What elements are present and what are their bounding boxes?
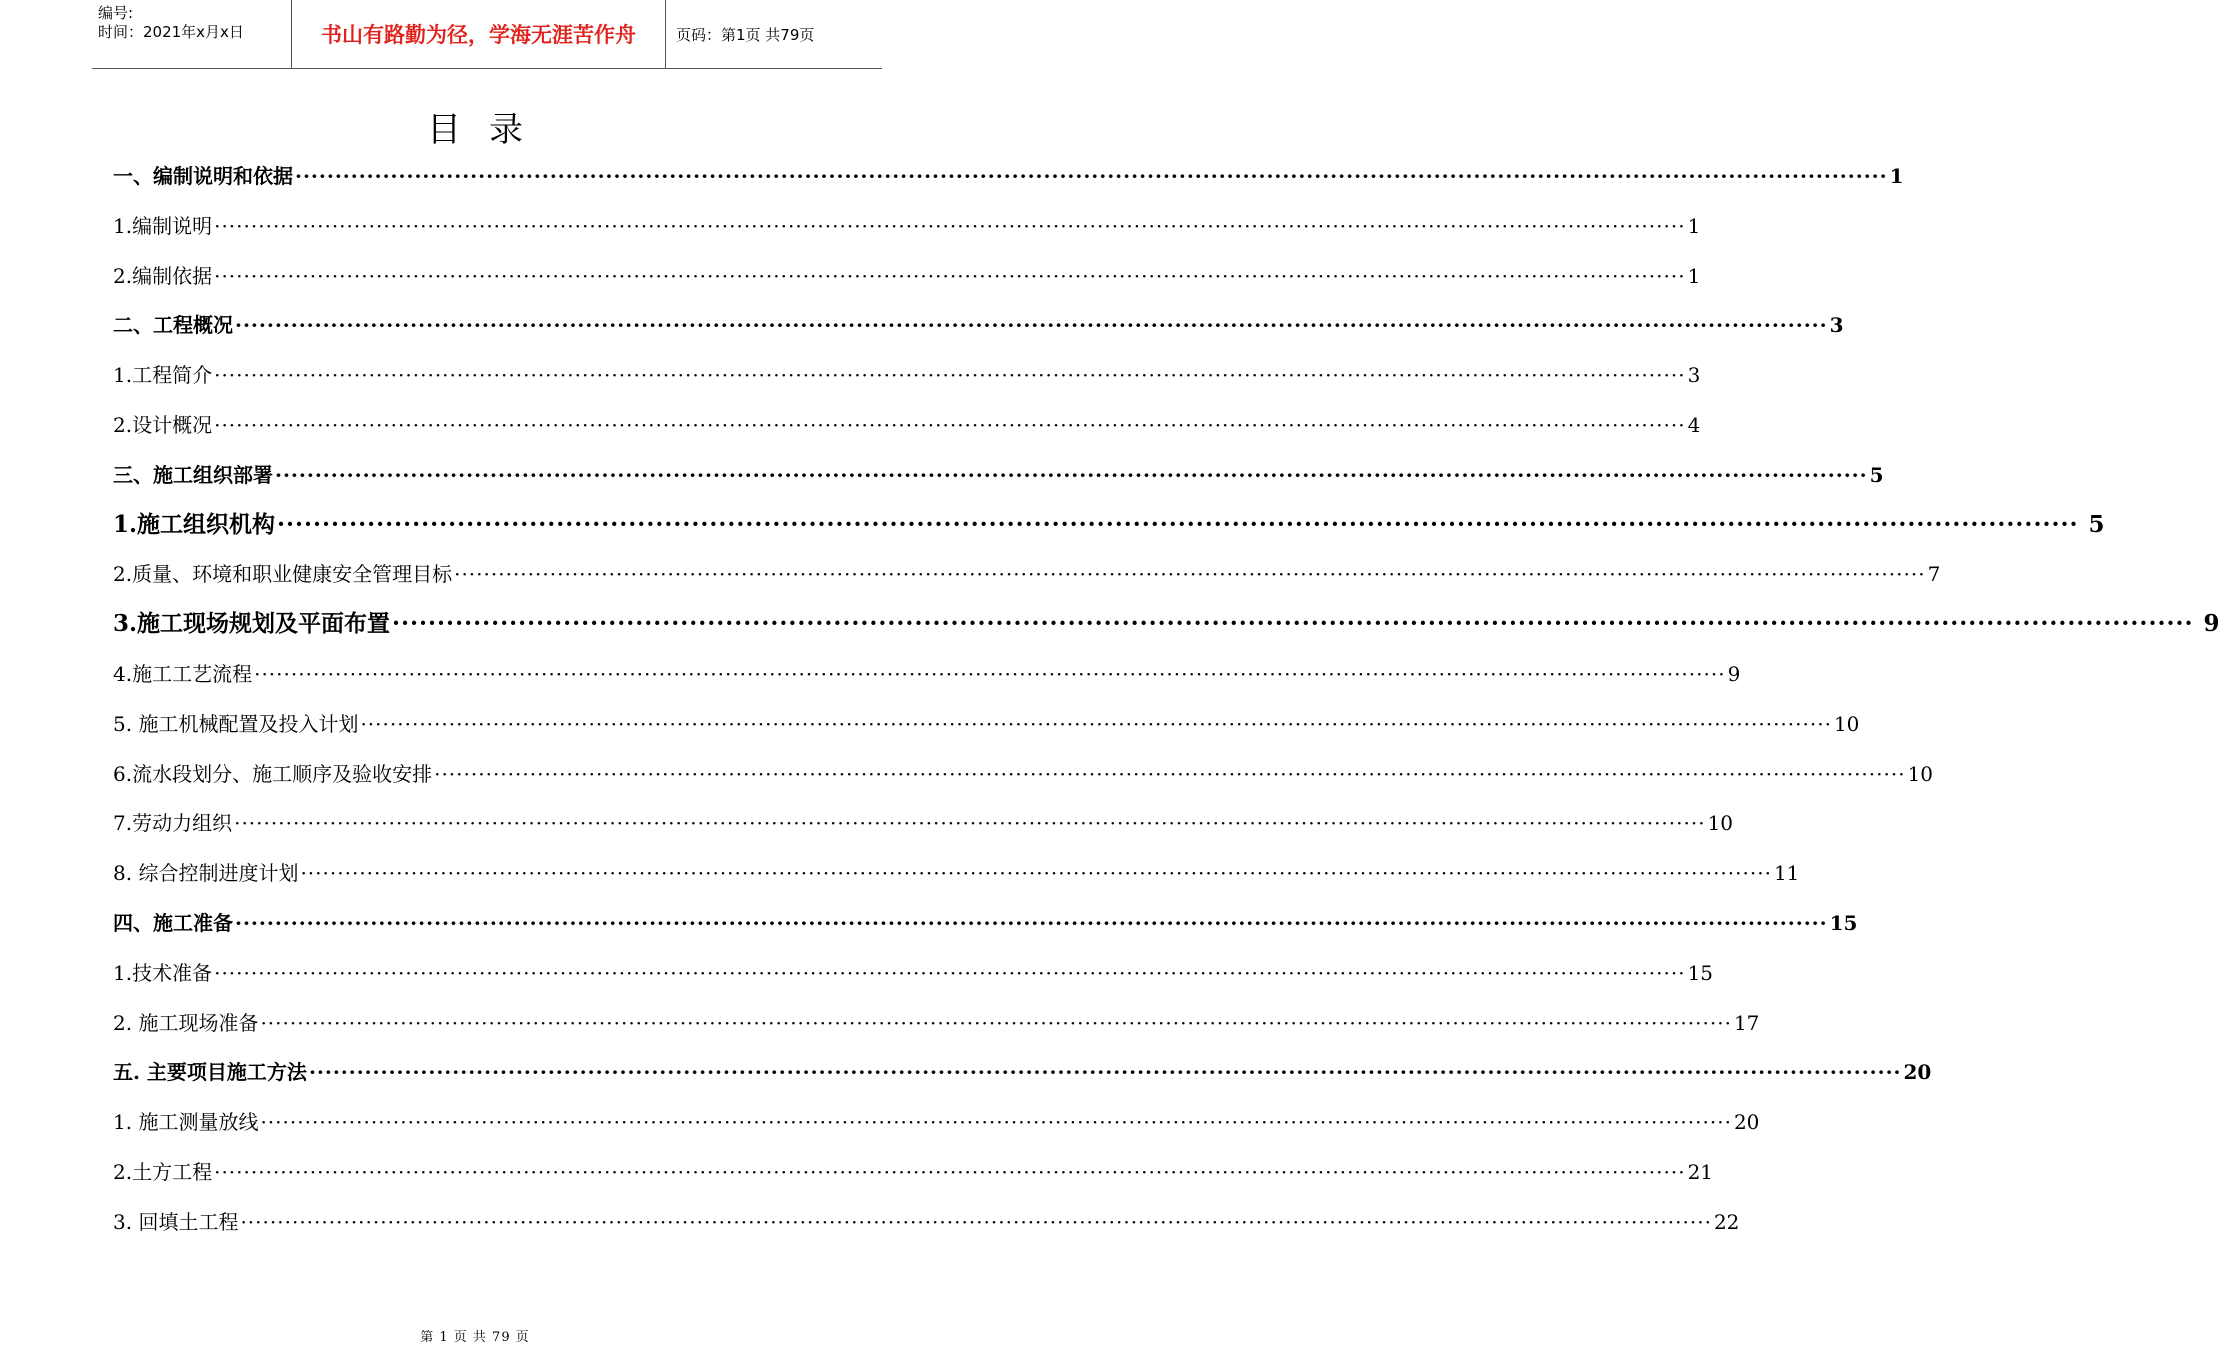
toc-label: 6.流水段划分、施工顺序及验收安排 — [113, 761, 433, 786]
toc-label: 2.设计概况 — [113, 412, 213, 437]
toc-page: 9 — [2203, 610, 2220, 638]
toc-page: 15 — [1687, 960, 1714, 985]
toc-entry[interactable] — [113, 359, 1701, 409]
toc-page: 7 — [1927, 562, 1941, 587]
toc-label: 1.施工组织机构 — [113, 510, 276, 538]
toc-page: 1 — [1687, 263, 1701, 288]
toc-page: 4 — [1687, 412, 1701, 437]
toc-leader: ········································································································································································································ — [277, 510, 2079, 538]
toc-label: 3. 回填土工程 — [113, 1209, 239, 1234]
toc-leader: ········································································································································································································ — [295, 164, 1888, 188]
toc-page: 5 — [1869, 462, 1884, 487]
toc-leader: ········································································································································································································ — [308, 1060, 1902, 1085]
toc-leader: ········································································································································································································ — [235, 910, 1828, 935]
toc-page: 5 — [2088, 510, 2105, 538]
document-time-label: 时间：2021年x月x日 — [98, 23, 244, 41]
toc-page: 15 — [1829, 910, 1858, 935]
toc-leader: ········································································································································································································ — [300, 861, 1772, 886]
document-number-label: 编号: — [98, 4, 134, 22]
page-footer: 第 1 页 共 79 页 — [420, 1330, 530, 1345]
toc-entry[interactable] — [113, 1007, 1760, 1057]
toc-leader: ········································································································································································································ — [454, 562, 1926, 587]
toc-label: 五. 主要项目施工方法 — [113, 1060, 307, 1085]
toc-label: 1.编制说明 — [113, 213, 213, 238]
toc-leader: ········································································································································································································ — [214, 1159, 1686, 1184]
toc-entry[interactable] — [113, 1206, 1740, 1256]
toc-page: 20 — [1733, 1110, 1760, 1135]
toc-entry[interactable] — [113, 708, 1860, 758]
toc-leader: ········································································································································································································ — [254, 661, 1726, 686]
toc-entry[interactable] — [113, 558, 1941, 608]
toc-entry[interactable] — [113, 857, 1800, 907]
toc-leader: ········································································································································································································ — [214, 263, 1686, 288]
toc-label: 5. 施工机械配置及投入计划 — [113, 711, 359, 736]
toc-label: 2. 施工现场准备 — [113, 1010, 259, 1035]
toc-entry[interactable] — [113, 160, 1904, 210]
toc-page: 20 — [1903, 1060, 1932, 1085]
toc-label: 1.工程简介 — [113, 363, 213, 388]
header-page-label: 页码：第1页 共79页 — [676, 25, 815, 44]
toc-page: 11 — [1773, 861, 1800, 886]
toc-entry[interactable] — [113, 907, 1858, 957]
toc-entry[interactable] — [113, 608, 2220, 658]
toc-page: 3 — [1687, 363, 1701, 388]
toc-leader: ········································································································································································································ — [275, 462, 1868, 487]
toc-label: 2.质量、环境和职业健康安全管理目标 — [113, 562, 453, 587]
toc-entry[interactable] — [113, 210, 1701, 260]
toc-label: 8. 综合控制进度计划 — [113, 861, 299, 886]
toc-page: 10 — [1833, 711, 1860, 736]
toc-entry[interactable] — [113, 658, 1741, 708]
toc-leader: ········································································································································································································ — [234, 811, 1706, 836]
toc-page: 10 — [1907, 761, 1934, 786]
toc-entry[interactable] — [113, 309, 1844, 359]
toc-leader: ········································································································································································································ — [260, 1010, 1732, 1035]
toc-leader: ········································································································································································································ — [214, 213, 1686, 238]
toc-entry[interactable] — [113, 1156, 1714, 1206]
toc-label: 2.编制依据 — [113, 263, 213, 288]
toc-entry[interactable] — [113, 957, 1714, 1007]
toc-leader: ········································································································································································································ — [260, 1110, 1732, 1135]
toc-page: 3 — [1829, 313, 1844, 338]
toc-label: 4.施工工艺流程 — [113, 661, 253, 686]
header-motto: 书山有路勤为径，学海无涯苦作舟 — [292, 0, 666, 68]
toc-leader: ········································································································································································································ — [214, 960, 1686, 985]
table-of-contents — [113, 160, 2220, 1256]
toc-entry[interactable] — [113, 459, 1884, 509]
toc-leader: ········································································································································································································ — [240, 1209, 1712, 1234]
toc-label: 2.土方工程 — [113, 1159, 213, 1184]
toc-leader: ········································································································································································································ — [360, 711, 1832, 736]
toc-label: 1.技术准备 — [113, 960, 213, 985]
toc-entry[interactable] — [113, 260, 1701, 310]
toc-entry[interactable] — [113, 409, 1701, 459]
header-left — [92, 0, 292, 68]
toc-page: 22 — [1713, 1209, 1740, 1234]
toc-label: 3.施工现场规划及平面布置 — [113, 610, 391, 638]
toc-leader: ········································································································································································································ — [214, 363, 1686, 388]
toc-label: 二、工程概况 — [113, 313, 233, 338]
toc-page: 1 — [1889, 164, 1904, 188]
page-title: 目录 — [427, 110, 551, 150]
toc-label: 四、施工准备 — [113, 910, 233, 935]
toc-leader: ········································································································································································································ — [392, 610, 2194, 638]
toc-label: 一、编制说明和依据 — [113, 164, 293, 188]
toc-label: 7.劳动力组织 — [113, 811, 233, 836]
toc-leader: ········································································································································································································ — [235, 313, 1828, 338]
toc-entry[interactable] — [113, 758, 1934, 808]
toc-entry[interactable] — [113, 1106, 1760, 1156]
toc-page: 17 — [1733, 1010, 1760, 1035]
toc-entry[interactable] — [113, 509, 2105, 559]
toc-page: 21 — [1687, 1159, 1714, 1184]
toc-label: 1. 施工测量放线 — [113, 1110, 259, 1135]
toc-label: 三、施工组织部署 — [113, 462, 273, 487]
toc-leader: ········································································································································································································ — [214, 412, 1686, 437]
page-header — [92, 0, 882, 69]
toc-page: 9 — [1727, 661, 1741, 686]
toc-page: 10 — [1707, 811, 1734, 836]
toc-entry[interactable] — [113, 1056, 1932, 1106]
toc-entry[interactable] — [113, 807, 1734, 857]
toc-leader: ········································································································································································································ — [434, 761, 1906, 786]
toc-page: 1 — [1687, 213, 1701, 238]
